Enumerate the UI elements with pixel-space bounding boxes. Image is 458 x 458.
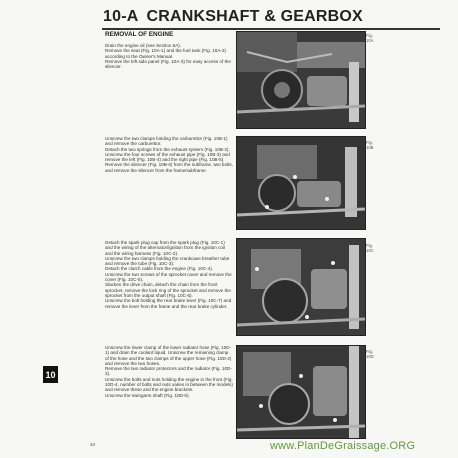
paragraph: Remove the seat (Fig. 10A-1) and the fuel tank (Fig. 10A-2) according to the Owner's Manual. xyxy=(105,48,227,59)
figure-label-text: Fig. 10D xyxy=(366,349,374,359)
chapter-title: CRANKSHAFT & GEARBOX xyxy=(146,8,363,25)
paragraph: Remove the left side panel (Fig. 10A-3) for easy access of the silencer. xyxy=(105,58,231,70)
page-number: 34 xyxy=(90,442,96,447)
photo-fig-10d xyxy=(236,345,366,439)
paragraph: Drain the engine oil (see Section 6A). xyxy=(105,43,182,48)
text-block-10c xyxy=(105,240,233,309)
photo-fig-10a xyxy=(236,31,366,129)
figure-label-10d xyxy=(366,349,374,359)
figure-label-10b xyxy=(366,140,373,150)
text-block-10d xyxy=(105,345,233,398)
paragraph: Remove the silencer (Fig. 10B-6) from the subframe, two bolts, and remove the silencer from the frame/subframe. xyxy=(105,162,233,173)
text-block-10a xyxy=(105,43,233,69)
paragraph: Unscrew the swingarm shaft (Fig. 10D-5). xyxy=(105,392,190,398)
title-underline xyxy=(102,28,440,30)
photo-fig-10b xyxy=(236,136,366,230)
paragraph: Slacken the drive chain, detach the chain from the front sprocket, remove the lock ring of the sprocket and remove the sprocket from the output shaft (Fig. 10C-6). xyxy=(105,282,231,298)
page-title xyxy=(103,8,363,26)
figure-label-10a xyxy=(366,33,373,43)
paragraph: Unscrew the lower clamp of the lower radiator hose (Fig. 10D-1) and drain the coolant liquid. Unscrew the remaining clamp of the hose and the two clamps of the upper hose (Fig. 10D-2) and remove the two hoses. xyxy=(105,345,232,366)
section-heading: REMOVAL OF ENGINE xyxy=(105,31,174,38)
text-block-10b xyxy=(105,136,233,173)
paragraph: Unscrew the two clamps holding the carburettor (Fig. 10B-1) and remove the carburettor. xyxy=(105,136,228,147)
paragraph: Detach the spark plug cap from the spark plug (Fig. 10C-1) and the wiring of the alternator/ignition from the ignition coil and the wiring harness (Fig. 10C-2). xyxy=(105,240,226,256)
paragraph: Remove the two radiator protectors and the radiator (Fig. 10D-3). xyxy=(105,366,232,377)
paragraph: Unscrew the four screws of the exhaust pipe (Fig. 10B-3) and remove the left (Fig. 10B-4) and the right pipe (Fig. 10B-5). xyxy=(105,151,230,163)
chapter-number: 10-A xyxy=(103,8,139,25)
paragraph: Unscrew the bolt holding the rear brake lever (Fig. 10C-7) and remove the lever from the frame and the rear brake cylinder. xyxy=(105,298,232,309)
figure-label-text: Fig. 10B xyxy=(366,140,374,150)
figure-label-text: Fig. 10C xyxy=(366,243,374,253)
photo-fig-10c xyxy=(236,238,366,336)
paragraph: Unscrew the two clamps holding the crankcase breather tube and remove the tube (Fig. 10C-3). xyxy=(105,255,230,267)
chapter-tab xyxy=(43,366,58,383)
paragraph: Detach the two springs from the exhaust system (Fig. 10B-2). xyxy=(105,146,230,152)
paragraph: Detach the clutch cable from the engine (Fig. 10C-4). xyxy=(105,266,214,272)
paragraph: Unscrew the two screws of the sprocket cover and remove the cover (Fig. 10C-5). xyxy=(105,271,232,283)
chapter-tab-label: 10 xyxy=(45,369,56,380)
figure-label-text: Fig. 10A xyxy=(366,33,374,43)
figure-label-10c xyxy=(366,243,374,253)
watermark-text: www.PlanDeGraissage.ORG xyxy=(270,440,416,452)
paragraph: Unscrew the bolts and nuts holding the engine in the front (Fig. 10D-4, number of bolts and nuts varies in between the models) and remove these and the engine brackets. xyxy=(105,376,233,393)
